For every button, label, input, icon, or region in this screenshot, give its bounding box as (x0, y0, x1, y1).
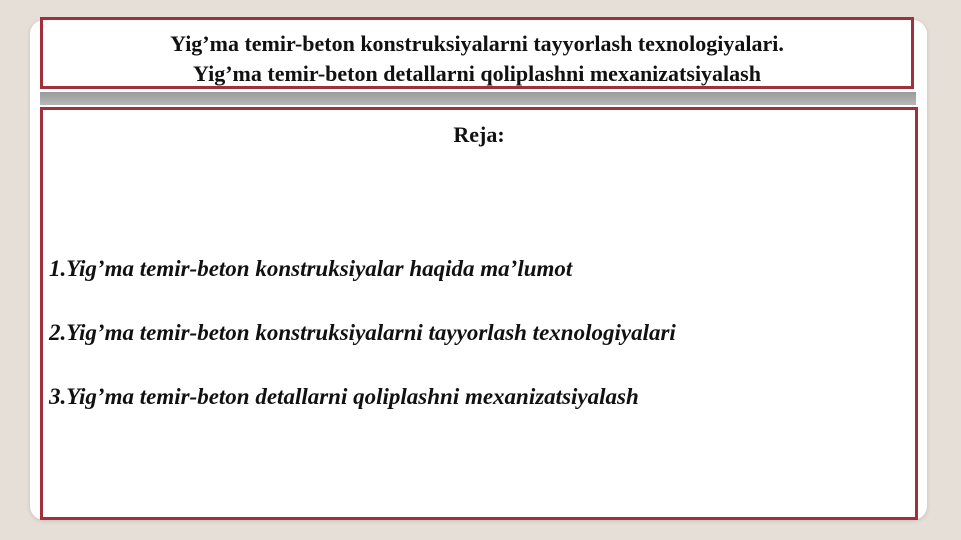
plan-item-1: 1.Yig’ma temir-beton konstruksiyalar haqida ma’lumot (49, 256, 573, 281)
plan-list (49, 255, 676, 447)
divider-bar (40, 92, 916, 105)
plan-heading: Reja: (453, 122, 505, 147)
plan-item-2: 2.Yig’ma temir-beton konstruksiyalarni tayyorlash texnologiyalari (49, 320, 676, 345)
title-box (40, 17, 914, 89)
content-box (40, 107, 918, 520)
slide-title (43, 29, 911, 89)
title-line-2: Yig’ma temir-beton detallarni qoliplashni mexanizatsiyalash (193, 61, 761, 86)
plan-item-3: 3.Yig’ma temir-beton detallarni qoliplashni mexanizatsiyalash (49, 384, 639, 409)
title-line-1: Yig’ma temir-beton konstruksiyalarni tayyorlash texnologiyalari. (170, 31, 784, 56)
